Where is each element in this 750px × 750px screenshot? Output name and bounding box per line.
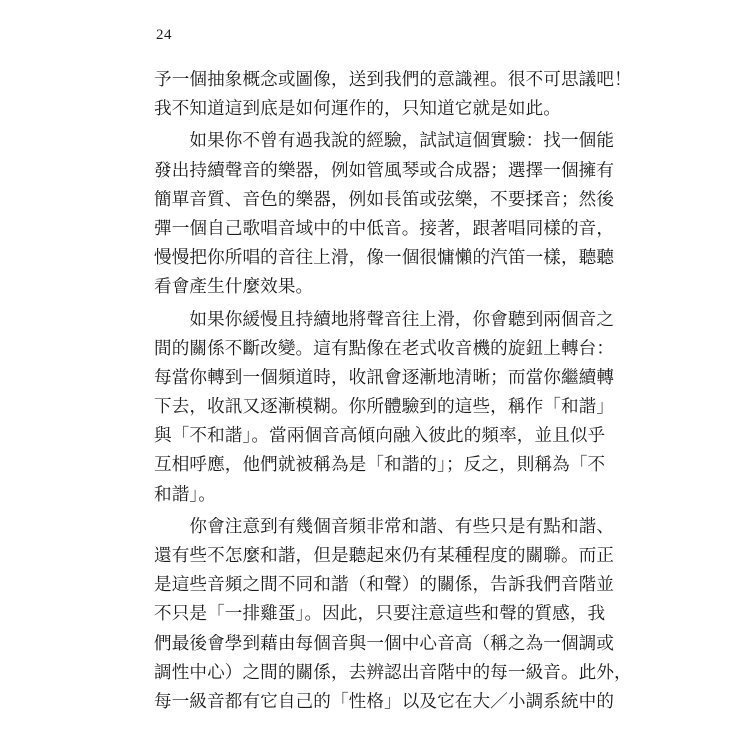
body-text <box>154 66 632 717</box>
paragraph <box>154 513 632 717</box>
text-line: 彈一個自己歌唱音域中的中低音。接著，跟著唱同樣的音， <box>154 218 615 239</box>
text-line: 發出持續聲音的樂器，例如管風琴或合成器；選擇一個擁有 <box>154 160 615 181</box>
text-line: 如果你不曾有過我說的經驗，試試這個實驗：找一個能 <box>154 131 615 152</box>
paragraph <box>154 306 615 510</box>
text-line: 簡單音質、音色的樂器，例如長笛或弦樂，不要揉音；然後 <box>154 189 615 210</box>
page-number: 24 <box>156 27 172 43</box>
text-line: 我不知道這到底是如何運作的，只知道它就是如此。 <box>154 99 561 120</box>
text-line: 每當你轉到一個頻道時，收訊會逐漸地清晰；而當你繼續轉 <box>154 367 615 388</box>
text-line: 間的關係不斷改變。這有點像在老式收音機的旋鈕上轉台： <box>154 338 615 359</box>
paragraph <box>154 66 632 124</box>
paragraph <box>154 127 615 302</box>
text-line: 互相呼應，他們就被稱為是「和諧的」；反之，則稱為「不 <box>154 455 606 476</box>
text-line: 們最後會學到藉由每個音與一個中心音高（稱之為一個調或 <box>154 633 615 654</box>
text-line: 調性中心）之間的關係，去辨認出音階中的每一級音。此外， <box>154 662 632 683</box>
text-line: 予一個抽象概念或圖像，送到我們的意識裡。很不可思議吧！ <box>154 70 632 90</box>
text-line: 是這些音頻之間不同和諧（和聲）的關係，告訴我們音階並 <box>154 575 615 596</box>
text-line: 與「不和諧」。當兩個音高傾向融入彼此的頻率，並且似乎 <box>154 426 606 447</box>
text-line: 如果你緩慢且持續地將聲音往上滑，你會聽到兩個音之 <box>154 309 615 330</box>
text-line: 還有些不怎麼和諧，但是聽起來仍有某種程度的關聯。而正 <box>154 546 615 566</box>
text-line: 下去，收訊又逐漸模糊。你所體驗到的這些，稱作「和諧」 <box>154 397 615 418</box>
text-line: 每一級音都有它自己的「性格」以及它在大／小調系統中的 <box>154 691 615 712</box>
text-line: 不只是「一排雞蛋」。因此，只要注意這些和聲的質感，我 <box>154 604 606 625</box>
text-line: 你會注意到有幾個音頻非常和諧、有些只是有點和諧、 <box>154 516 615 537</box>
text-line: 看會產生什麼效果。 <box>154 277 314 298</box>
text-line: 慢慢把你所唱的音往上滑，像一個很慵懶的汽笛一樣，聽聽 <box>154 248 615 269</box>
text-line: 和諧」。 <box>154 484 216 505</box>
